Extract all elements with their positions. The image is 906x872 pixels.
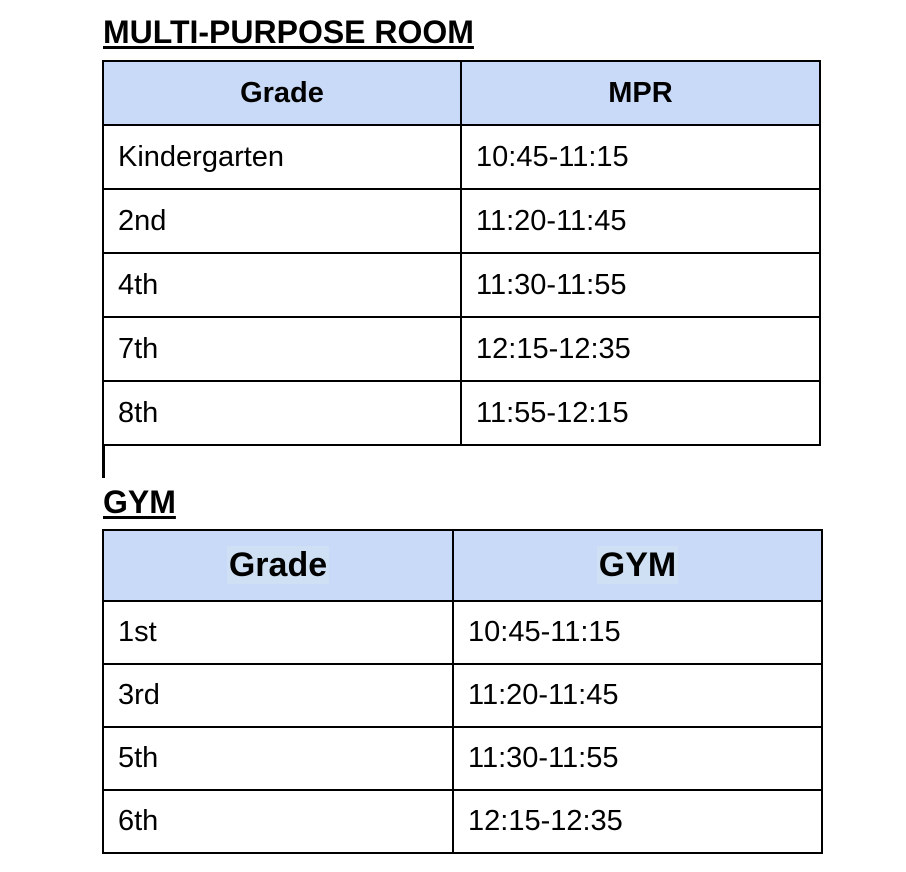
grade-column-header: Grade: [103, 61, 461, 125]
table-row: [103, 601, 822, 664]
time-cell: 11:30-11:55: [461, 253, 820, 317]
grade-cell: 4th: [103, 253, 461, 317]
time-cell: 10:45-11:15: [453, 601, 822, 664]
time-cell: 12:15-12:35: [461, 317, 820, 381]
mpr-column-header: MPR: [461, 61, 820, 125]
grade-header-text: Grade: [228, 546, 328, 584]
table-row: [103, 189, 820, 253]
table-row: [103, 790, 822, 853]
text-cursor: [102, 446, 105, 478]
table-header-row: [103, 61, 820, 125]
gym-schedule-table: [102, 529, 823, 854]
grade-cell: 3rd: [103, 664, 453, 727]
table-row: [103, 664, 822, 727]
table-row: [103, 125, 820, 189]
table-row: [103, 253, 820, 317]
table-row: [103, 317, 820, 381]
time-cell: 10:45-11:15: [461, 125, 820, 189]
grade-cell: 6th: [103, 790, 453, 853]
time-cell: 11:20-11:45: [453, 664, 822, 727]
time-cell: 12:15-12:35: [453, 790, 822, 853]
gym-section-heading: GYM: [103, 484, 176, 520]
grade-column-header: [103, 530, 453, 601]
grade-cell: 8th: [103, 381, 461, 445]
mpr-schedule-table: [102, 60, 821, 446]
grade-cell: 5th: [103, 727, 453, 790]
mpr-section-heading: MULTI-PURPOSE ROOM: [103, 14, 474, 50]
grade-cell: 1st: [103, 601, 453, 664]
table-header-row: [103, 530, 822, 601]
grade-cell: Kindergarten: [103, 125, 461, 189]
grade-cell: 2nd: [103, 189, 461, 253]
gym-header-text: GYM: [598, 546, 677, 584]
table-row: [103, 381, 820, 445]
time-cell: 11:20-11:45: [461, 189, 820, 253]
time-cell: 11:30-11:55: [453, 727, 822, 790]
grade-cell: 7th: [103, 317, 461, 381]
table-row: [103, 727, 822, 790]
time-cell: 11:55-12:15: [461, 381, 820, 445]
gym-column-header: [453, 530, 822, 601]
